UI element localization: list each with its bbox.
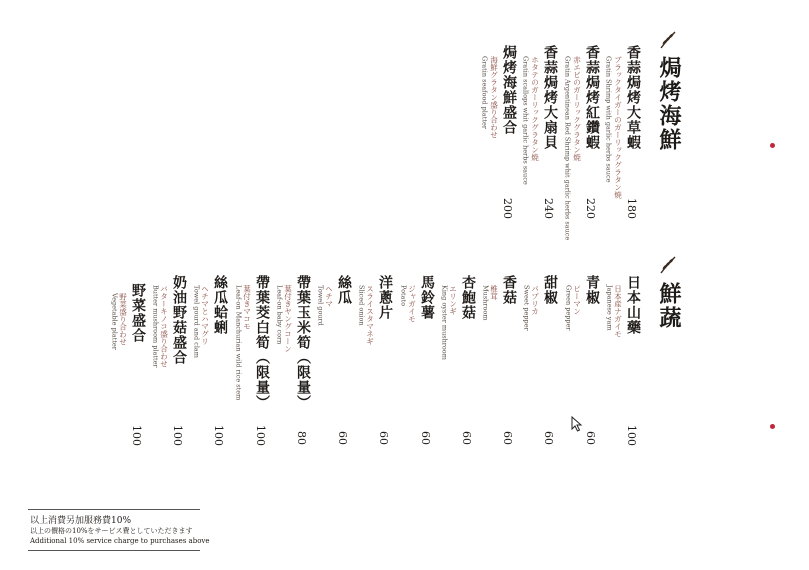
veg-item-4-en: Mushroom — [481, 285, 490, 321]
section-marker-dot — [770, 424, 775, 429]
seafood-item-2-name: 香蒜焗烤紅鑽蝦 — [584, 45, 600, 150]
seafood-item-4-name: 焗烤海鮮盛合 — [501, 45, 517, 135]
veg-item-5-jp: エリンギ — [448, 285, 458, 315]
veg-item-3-name: 甜椒 — [542, 275, 558, 305]
veg-item-8-en: Towel gourd — [316, 285, 325, 326]
seafood-item-3-jp: ホタテのガーリックグラタン焼 — [530, 56, 540, 161]
veg-item-9-jp: 葉付きヤングコーン — [283, 285, 293, 353]
veg-item-10-jp: 葉付きマコモ — [242, 285, 252, 330]
veg-item-8-jp: ヘチマ — [324, 285, 334, 308]
mouse-pointer-icon — [571, 416, 583, 432]
veg-item-2-name: 青椒 — [584, 275, 600, 305]
veg-item-7-en: Sliced onion — [357, 285, 366, 326]
veg-item-11-jp: ヘチマとハマグリ — [200, 285, 210, 345]
veg-item-3-jp: パプリカ — [530, 285, 540, 315]
veg-item-4-name: 香菇 — [501, 275, 517, 305]
vegetables-section-title: 鮮蔬 — [656, 282, 682, 330]
veg-item-1-jp: 日本産ナガイモ — [613, 285, 623, 338]
seafood-item-2-en: Gratin Argentinean Red Shrimp whit garlic herbs sauce — [563, 56, 572, 241]
seafood-item-4-jp: 海鮮グラタン盛り合わせ — [489, 56, 499, 139]
seafood-item-2-jp: 赤エビのガーリックグラタン焼 — [572, 56, 582, 161]
seafood-item-3-name: 香蒜焗烤大扇貝 — [542, 45, 558, 150]
veg-item-1-price: 100 — [625, 425, 638, 446]
seafood-item-2-price: 220 — [584, 198, 597, 219]
veg-item-13-price: 100 — [130, 425, 143, 446]
veg-item-2-jp: ピーマン — [572, 285, 582, 315]
veg-item-5-price: 60 — [460, 431, 473, 445]
veg-item-7-name: 洋蔥片 — [377, 275, 393, 320]
veg-item-8-price: 60 — [336, 431, 349, 445]
veg-item-11-en: Towel gourd and clam — [192, 285, 201, 358]
veg-item-4-price: 60 — [501, 431, 514, 445]
footer-bottom-rule — [28, 550, 200, 551]
seafood-item-3-en: Gratin scallops whit garlic herbs sauce — [521, 56, 530, 185]
footer-top-rule — [28, 509, 200, 510]
wheat-leaf-icon — [659, 30, 677, 50]
veg-item-6-en: Potato — [399, 285, 408, 307]
veg-item-7-price: 60 — [377, 431, 390, 445]
veg-item-10-name: 帶葉茭白筍（限量） — [254, 275, 270, 410]
seafood-section-title: 焗烤海鮮 — [656, 56, 682, 152]
veg-item-4-jp: 椎茸 — [489, 285, 499, 300]
veg-item-12-name: 奶油野菇盛合 — [171, 275, 187, 365]
veg-item-13-name: 野菜盛合 — [130, 283, 146, 343]
footer-service-charge-zh: 以上消費另加服務費10% — [30, 516, 132, 526]
veg-item-9-name: 帶葉玉米筍（限量） — [295, 275, 311, 410]
veg-item-9-price: 80 — [295, 431, 308, 445]
veg-item-1-name: 日本山藥 — [625, 275, 641, 335]
footer-service-charge-jp: 以上の價格の10%をサービス費としていただきます — [30, 527, 193, 535]
veg-item-12-jp: バターキノコ盛り合わせ — [159, 285, 169, 368]
veg-item-12-en: Butter mushroom platter — [151, 285, 160, 368]
seafood-item-4-price: 200 — [501, 198, 514, 219]
veg-item-11-name: 絲瓜蛤蜊 — [212, 275, 228, 335]
footer-service-charge-en: Additional 10% service charge to purchases above — [30, 537, 210, 545]
section-marker-dot — [770, 143, 775, 148]
seafood-item-4-en: Gratin seafood platter — [480, 56, 489, 129]
veg-item-2-price: 60 — [584, 431, 597, 445]
veg-item-2-en: Green pepper — [564, 285, 573, 331]
veg-item-10-en: Leaf-on Manchurian wild rice stem — [234, 285, 243, 401]
seafood-item-1-price: 180 — [625, 198, 638, 219]
seafood-item-1-en: Gratin Shrimp with garlic herbs sauce — [604, 56, 613, 183]
veg-item-13-jp: 野菜盛り合わせ — [118, 293, 128, 346]
seafood-item-1-name: 香蒜焗烤大草蝦 — [625, 45, 641, 150]
wheat-leaf-icon — [659, 255, 677, 275]
veg-item-6-jp: ジャガイモ — [407, 285, 417, 323]
veg-item-6-price: 60 — [419, 431, 432, 445]
veg-item-6-name: 馬鈴薯 — [419, 275, 435, 320]
veg-item-9-en: Leaf-on baby corn — [275, 285, 284, 345]
veg-item-10-price: 100 — [254, 425, 267, 446]
veg-item-3-en: Sweet pepper — [522, 285, 531, 331]
seafood-item-1-jp: ブラックタイガーのガーリックグラタン焼 — [613, 56, 623, 199]
veg-item-13-en: Vegetable platter — [110, 293, 119, 350]
seafood-item-3-price: 240 — [542, 198, 555, 219]
veg-item-3-price: 60 — [542, 431, 555, 445]
veg-item-11-price: 100 — [212, 425, 225, 446]
veg-item-5-en: King oyster mushroom — [440, 285, 449, 360]
veg-item-12-price: 100 — [171, 425, 184, 446]
veg-item-7-jp: スライスタマネギ — [365, 285, 375, 345]
veg-item-1-en: Japanese yam — [605, 285, 614, 331]
veg-item-8-name: 絲瓜 — [336, 275, 352, 305]
veg-item-5-name: 杏鮑菇 — [460, 275, 476, 320]
